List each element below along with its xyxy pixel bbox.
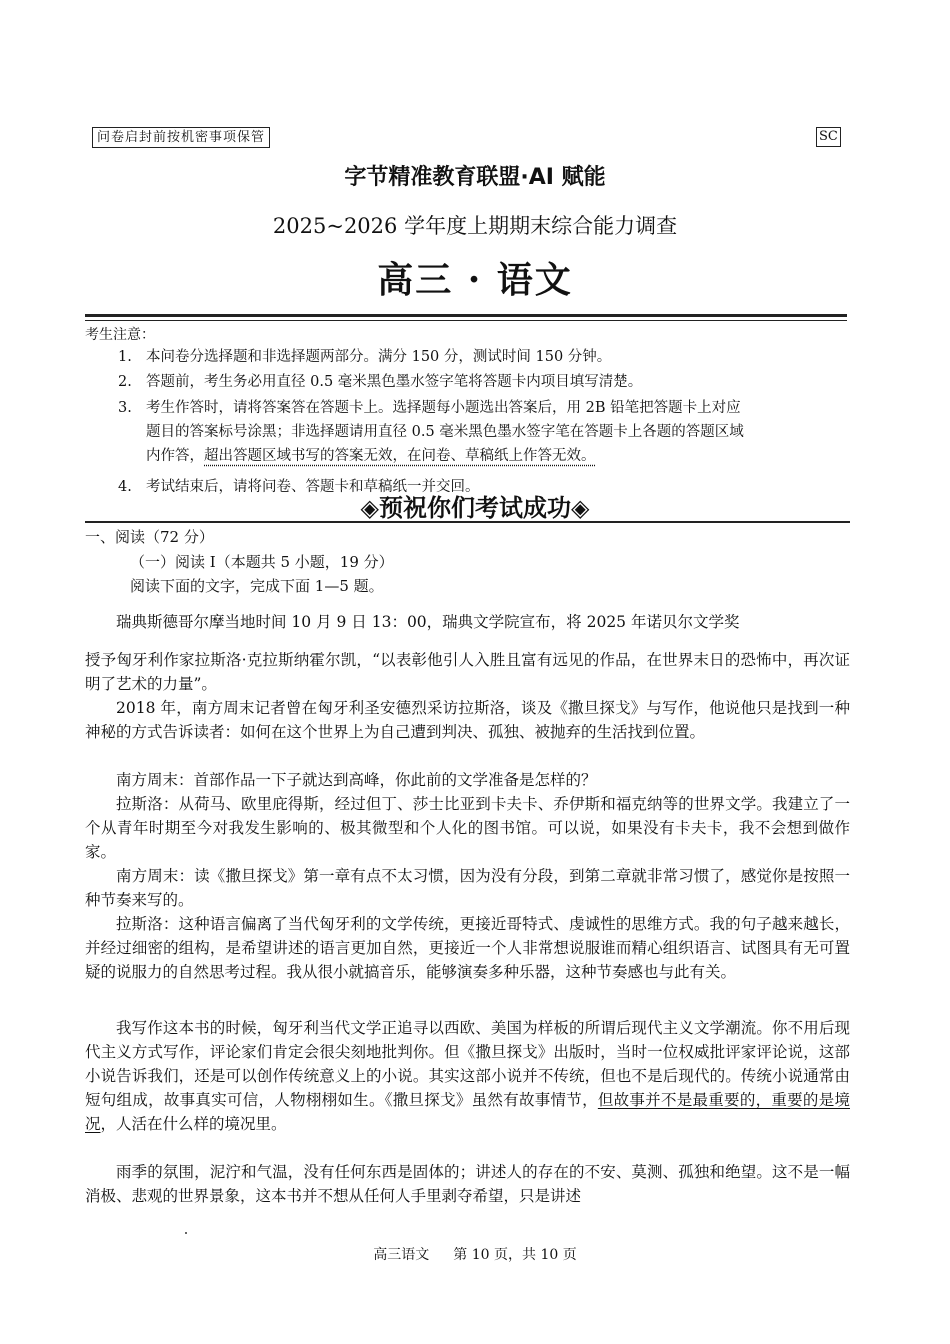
page-footer: [0, 1244, 950, 1264]
passage-paragraph-1a: 瑞典斯德哥尔摩当地时间 10 月 9 日 13：00，瑞典文学院宣布，将 2025 年诺贝尔文学奖: [116, 613, 740, 631]
header-divider: [85, 314, 847, 321]
notice-item-1: [118, 345, 850, 369]
notice-item-2: [118, 370, 850, 394]
passage-paragraph-3: 南方周末：首部作品一下子就达到高峰，你此前的文学准备是怎样的？: [116, 771, 597, 789]
passage-paragraph-6: 拉斯洛：这种语言偏离了当代匈牙利的文学传统，更接近哥特式、虔诚性的思维方式。我的句子越来越长，并经过细密的组构，是希望讲述的语言更加自然，更接近一个人非常想说服谁而精心组织语言、试图具有无可置疑的说服力的自然思考过程。我从很小就搞音乐，能够演奏多种乐器，这种节奏感也与此有关。: [85, 915, 850, 981]
notice-number: 1.: [118, 349, 132, 365]
section-title: 一、阅读（72 分）: [85, 528, 214, 546]
notice-number: 3.: [118, 400, 132, 416]
passage-paragraph-2: 2018 年，南方周末记者曾在匈牙利圣安德烈采访拉斯洛，谈及《撒旦探戈》与写作，他说他只是找到一种神秘的方式告诉读者：如何在这个世界上为自己遭到判决、孤独、被抛弃的生活找到位置。: [85, 699, 850, 741]
notice-emphasis: 超出答题区域书写的答案无效，在问卷、草稿纸上作答无效。: [204, 448, 596, 464]
subsection-title: （一）阅读 I（本题共 5 小题，19 分）: [130, 553, 394, 571]
exam-title: 2025~2026 学年度上期期末综合能力调查: [272, 214, 678, 238]
passage-paragraph-7: [85, 1016, 850, 1136]
notice-text: 考生作答时，请将答案答在答题卡上。选择题每小题选出答案后，用 2B 铅笔把答题卡上对应: [146, 400, 741, 416]
scan-speck: [185, 1232, 187, 1234]
notice-text: 本问卷分选择题和非选择题两部分。满分 150 分，测试时间 150 分钟。: [146, 349, 612, 365]
footer-subject: 高三语文: [373, 1247, 430, 1263]
paper-code: SC: [816, 127, 841, 147]
passage-paragraph-8: 雨季的氛围，泥泞和气温，没有任何东西是固体的；讲述人的存在的不安、莫测、孤独和绝望。这不是一幅消极、悲观的世界景象，这本书并不想从任何人手里剥夺希望，只是讲述: [85, 1163, 850, 1205]
notice-text: 考试结束后，请将问卷、答题卡和草稿纸一并交回。: [146, 479, 480, 495]
notice-text: 题目的答案标号涂黑；非选择题请用直径 0.5 毫米黑色墨水签字笔在答题卡上各题的答题区域: [146, 424, 744, 440]
notice-title: 考生注意：: [85, 327, 155, 343]
footer-page-number: 第 10 页，共 10 页: [453, 1247, 577, 1263]
passage-text: 我写作这本书的时候，匈牙利当代文学正追寻以西欧、美国为样板的所谓后现代主义文学潮流。你不用后现代主义方式写作，评论家们肯定会很尖刻地批判你。但《撒旦探戈》出版时，当时一位权威批评家评论说，这部小说告诉我们，还是可以创作传统意义上的小说。其实这部小说并不传统，但也不是后现代的。传统小说通常由短句组成，故事真实可信，人物栩栩如生。《撒旦探戈》虽然有故事情节，: [85, 1019, 850, 1109]
passage-paragraph-1b: 授予匈牙利作家拉斯洛·克拉斯纳霍尔凯，“以表彰他引人入胜且富有远见的作品，在世界末日的恐怖中，再次证明了艺术的力量”。: [85, 651, 850, 693]
underlined-sentence: 但故事并不是最重要的，重要的是境况: [85, 1091, 850, 1133]
org-title: 字节精准教育联盟·AI 赋能: [344, 165, 606, 190]
passage-paragraph-5: 南方周末：读《撒旦探戈》第一章有点不太习惯，因为没有分段，到第二章就非常习惯了，感觉你是按照一种节奏来写的。: [85, 867, 850, 909]
passage-paragraph-4: 拉斯洛：从荷马、欧里庇得斯，经过但丁、莎士比亚到卡夫卡、乔伊斯和福克纳等的世界文学。我建立了一个从青年时期至今对我发生影响的、极其微型和个人化的图书馆。可以说，如果没有卡夫卡，我不会想到做作家。: [85, 795, 850, 861]
subject-title: 高三 · 语文: [377, 259, 573, 301]
confidential-notice: 问卷启封前按机密事项保管: [92, 127, 270, 148]
notice-item-3: [118, 396, 850, 468]
notice-text: 内作答，: [146, 448, 204, 464]
good-luck-banner: ◈预祝你们考试成功◈: [360, 494, 590, 522]
notice-text: 答题前，考生务必用直径 0.5 毫米黑色墨水签字笔将答题卡内项目填写清楚。: [146, 374, 643, 390]
notice-number: 2.: [118, 374, 132, 390]
section-divider: [85, 521, 850, 523]
instruction: 阅读下面的文字，完成下面 1—5 题。: [130, 577, 384, 595]
notice-number: 4.: [118, 479, 132, 495]
notice-text-line3: [118, 444, 850, 468]
passage-text: ，人活在什么样的境况里。: [100, 1115, 287, 1133]
